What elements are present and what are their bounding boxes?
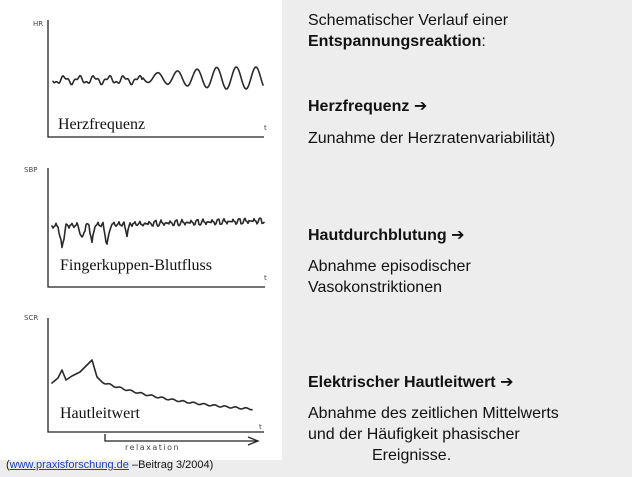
sbp-time-label: t: [264, 274, 267, 282]
scr-axis-label: SCR: [24, 314, 39, 322]
section-text-line: und der Häufigkeit phasischer: [308, 426, 520, 443]
source-rest: –Beitrag 3/2004): [128, 459, 214, 471]
section-title: Hautdurchblutung: [308, 227, 447, 244]
source-link[interactable]: www.praxisforschung.de: [9, 459, 129, 471]
source-citation: [6, 459, 213, 471]
section-title: Elektrischer Hautleitwert: [308, 374, 496, 391]
section-skin-conductance: [308, 372, 559, 466]
section-text-line: Vasokonstriktionen: [308, 279, 442, 296]
hr-panel: [33, 20, 267, 137]
hr-caption: Herzfrequenz: [58, 116, 146, 133]
sbp-trace: [52, 218, 264, 247]
figure-panel: [0, 0, 282, 460]
scr-trace: [52, 360, 252, 410]
relaxation-label: relaxation: [125, 443, 181, 452]
hr-trace: [53, 67, 263, 89]
section-text-line: Zunahme der Herzratenvariabilität): [308, 130, 556, 147]
heading-line1: Schematischer Verlauf einer: [308, 12, 509, 29]
sbp-panel: [24, 166, 267, 287]
section-heart-rate: [308, 96, 555, 149]
sbp-caption: Fingerkuppen-Blutfluss: [60, 257, 212, 274]
sbp-axis-label: SBP: [24, 166, 38, 174]
heading: [308, 10, 508, 52]
scr-panel: [24, 314, 264, 452]
relaxation-bracket: [105, 434, 258, 441]
heading-colon: :: [481, 33, 486, 50]
section-text-line: Abnahme des zeitlichen Mittelwerts: [308, 405, 559, 422]
hr-axis-label: HR: [33, 20, 44, 28]
hr-time-label: t: [264, 124, 267, 132]
section-text-line: Abnahme episodischer: [308, 258, 471, 275]
right-arrow-icon: ➔: [413, 98, 428, 115]
scr-caption: Hautleitwert: [60, 405, 140, 422]
section-text-line: Ereignisse.: [372, 447, 452, 464]
heading-line2: [308, 31, 508, 52]
right-arrow-icon: ➔: [500, 374, 514, 391]
right-arrow-icon: ➔: [451, 227, 465, 244]
heading-bold: Entspannungsreaktion: [308, 33, 482, 50]
relaxation-diagram: [0, 0, 282, 460]
section-blood-flow: [308, 225, 471, 298]
scr-time-label: t: [259, 423, 262, 431]
section-title: Herzfrequenz: [308, 98, 410, 115]
source-open-paren: (: [6, 459, 10, 471]
